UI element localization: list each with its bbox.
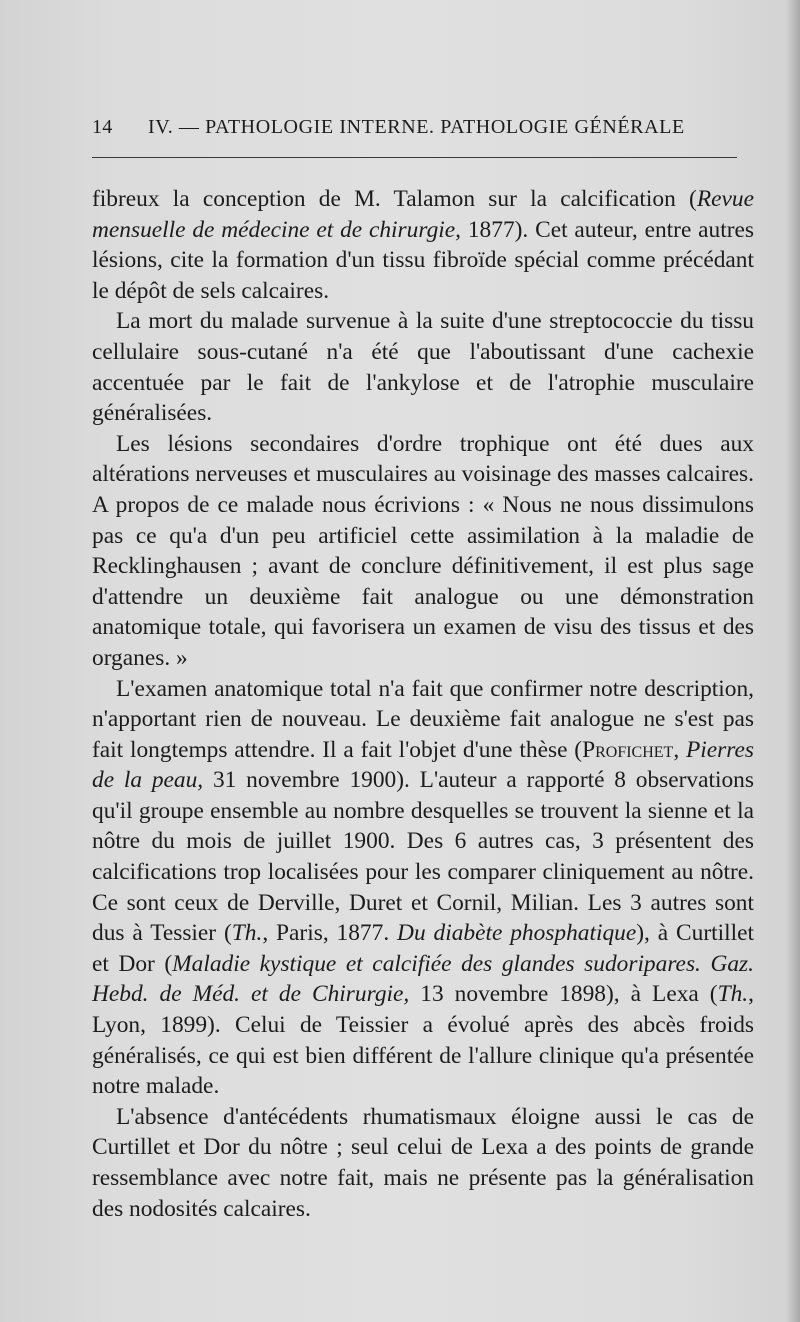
running-head bbox=[92, 116, 692, 146]
text-segment: 13 novembre 1898), à Lexa ( bbox=[409, 981, 718, 1008]
page-number: 14 bbox=[92, 116, 113, 138]
text-segment: Du diabète phosphatique bbox=[397, 920, 637, 947]
text-segment: ), à Curtillet et Dor ( bbox=[92, 920, 754, 977]
text-segment: 31 novembre 1900). L'auteur a rapporté 8 observations qu'il groupe ensemble au nombre desquelles se trouvent la sienne et la nôtre du mois de juillet 1900. Des 6 autres cas, 3 présentent des calcifications trop localisées pour les comparer cliniquement au nôtre. Ce sont ceux de Derville, Duret et Cornil, Milian. Les 3 autres sont dus à Tessier ( bbox=[92, 767, 754, 947]
text-segment: , Paris, 1877. bbox=[262, 920, 398, 947]
body-text bbox=[92, 184, 754, 1224]
text-segment: Proficнет bbox=[582, 736, 674, 763]
header-rule bbox=[92, 157, 737, 158]
text-segment: Les lésions secondaires d'ordre trophique ont été dues aux altérations nerveuses et musculaires au voisinage des masses calcaires. A propos de ce malade nous écrivions : « Nous ne nous dissimulons pas ce qu'a d'un peu artificiel cette assimilation à la maladie de Recklinghausen ; avant de conclure définitivement, il est plus sage d'attendre un deuxième fait analogue ou une démonstration anatomique totale, qui favorisera un examen de visu des tissus et des organes. » bbox=[92, 430, 754, 671]
text-segment: La mort du malade survenue à la suite d'une streptococcie du tissu cellulaire sous-cutané n'a été que l'aboutissant d'une cachexie accentuée par le fait de l'ankylose et de l'atrophie musculaire généralisées. bbox=[92, 308, 754, 427]
text-segment: , Lyon, 1899). Celui de Teissier a évolué après des abcès froids généralisés, ce qui est bien différent de l'allure clinique qu'a présentée notre malade. bbox=[92, 981, 755, 1100]
text-segment: , bbox=[673, 736, 686, 763]
text-segment: L'absence d'antécédents rhumatismaux éloigne aussi le cas de Curtillet et Dor du nôtre ; seul celui de Lexa a des points de grande ressemblance avec notre fait, mais ne présente pas la généralisation des nodosités calcaires. bbox=[92, 1103, 754, 1222]
paragraph bbox=[92, 184, 754, 306]
page-edge-shadow bbox=[786, 0, 800, 1322]
chapter-title: IV. — PATHOLOGIE INTERNE. PATHOLOGIE GÉNÉRALE bbox=[148, 116, 685, 138]
text-segment: L'examen anatomique total n'a fait que confirmer notre description, n'apportant rien de nouveau. Le deuxième fait analogue ne s'est pas fait longtemps attendre. Il a fait l'objet d'une thèse ( bbox=[92, 675, 754, 763]
paragraph bbox=[92, 306, 754, 428]
text-segment: fibreux la conception de M. Talamon sur la calcification ( bbox=[92, 186, 697, 212]
text-segment: 1877). Cet auteur, entre autres lésions, cite la formation d'un tissu fibroïde spécial comme précédant le dépôt de sels calcaires. bbox=[92, 216, 754, 304]
paragraph bbox=[92, 674, 754, 1102]
text-segment: Pierres de la peau, bbox=[92, 736, 754, 794]
text-segment: Revue mensuelle de médecine et de chirurgie, bbox=[92, 186, 754, 243]
paragraph bbox=[92, 429, 754, 674]
text-segment: Maladie kystique et calcifiée des glandes sudoripares. Gaz. Hebd. de Méd. et de Chirurgie, bbox=[92, 950, 754, 1008]
paragraph bbox=[92, 1102, 754, 1224]
text-segment: Th. bbox=[717, 981, 749, 1008]
text-segment: Th. bbox=[231, 920, 263, 947]
